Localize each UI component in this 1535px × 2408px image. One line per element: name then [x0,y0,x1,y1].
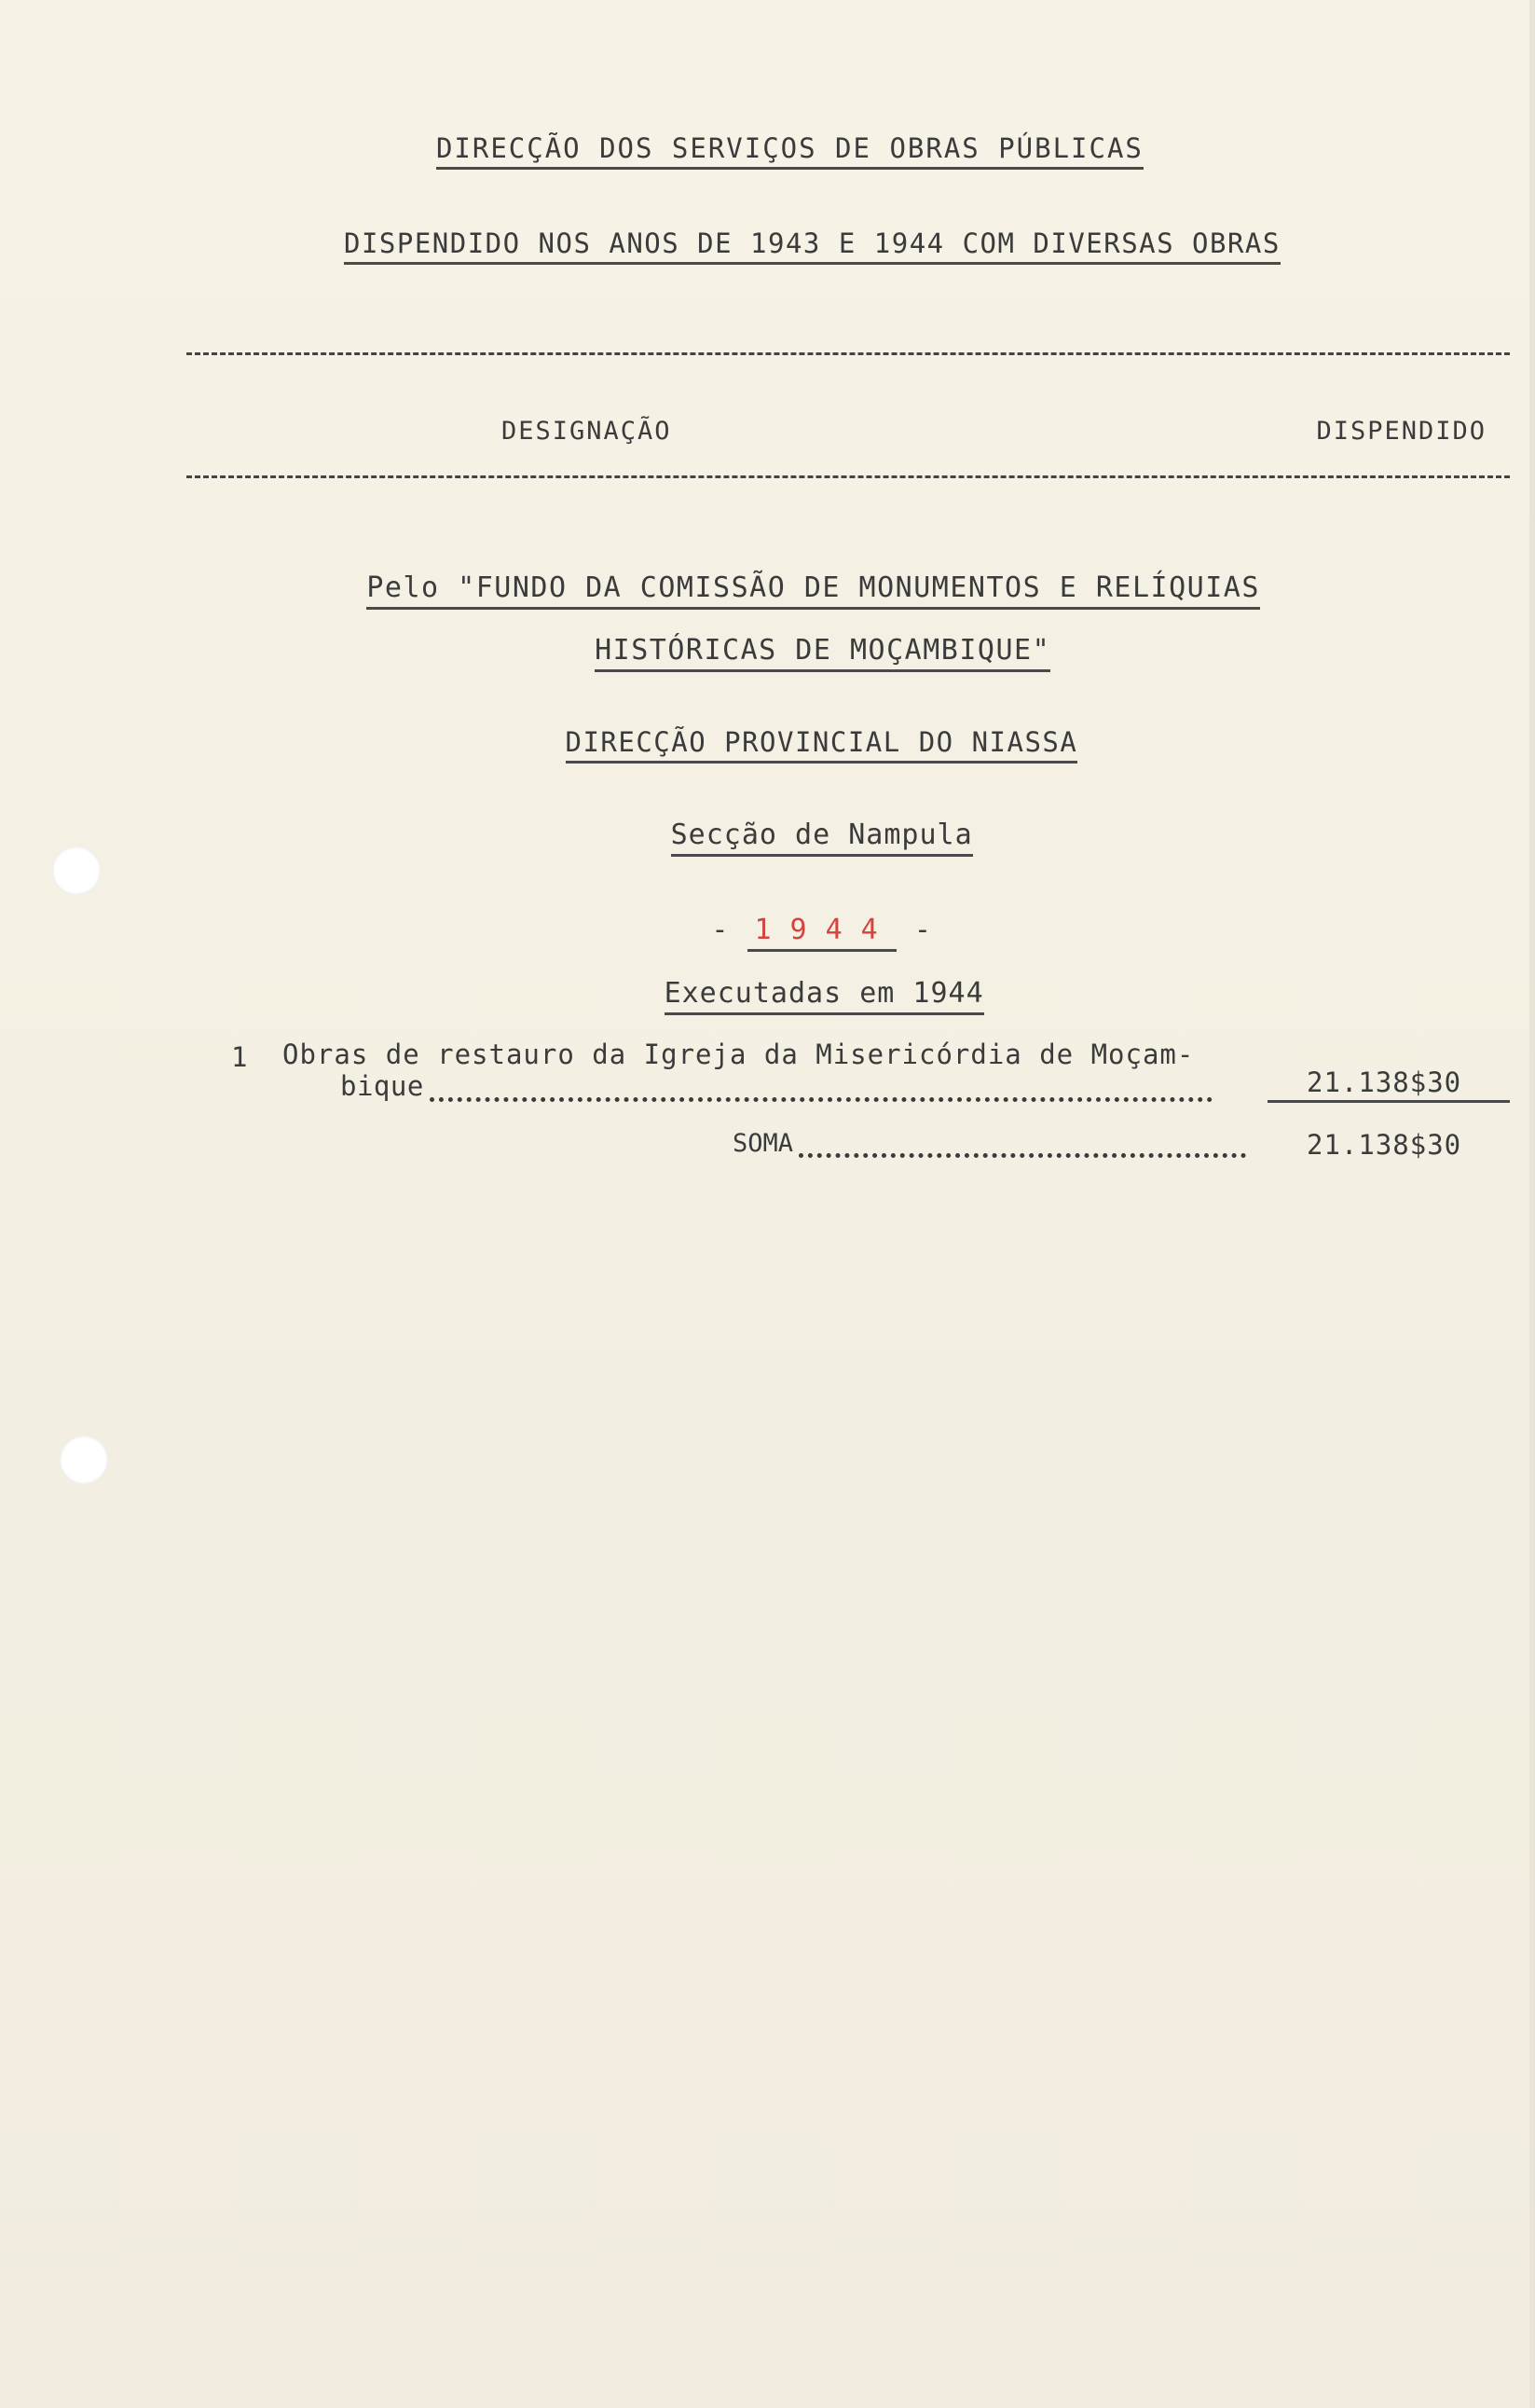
year-digits: 1944 [747,914,897,952]
executed-heading-row [0,944,1535,1048]
leader-dots [799,1153,1246,1158]
leader-dots [430,1097,1213,1102]
column-header-designation: DESIGNAÇÃO [501,417,672,446]
direction-heading: DIRECÇÃO PROVINCIAL DO NIASSA [566,726,1078,764]
item-number: 1 [231,1041,248,1073]
document-title-row [0,101,1535,201]
item-description-line-1: Obras de restauro da Igreja da Misericórdia de Moçam- [282,1039,1195,1070]
item-amount: 21.138$30 [1268,1066,1510,1103]
fund-heading-text-1: Pelo "FUNDO DA COMISSÃO DE MONUMENTOS E RELÍQUIAS [366,571,1260,610]
total-amount: 21.138$30 [1307,1129,1462,1161]
subsection-heading: Secção de Nampula [671,819,973,857]
subsection-heading-row [0,786,1535,889]
item-description-text: bique [340,1070,424,1102]
fund-heading-text-2: HISTÓRICAS DE MOÇAMBIQUE" [595,634,1050,672]
total-label: SOMA [733,1129,794,1158]
executed-heading: Executadas em 1944 [665,977,984,1015]
total-row [733,1129,1246,1158]
document-title: DIRECÇÃO DOS SERVIÇOS DE OBRAS PÚBLICAS [436,132,1144,170]
item-description-line-2 [340,1070,1213,1102]
table-header-bottom-rule [186,475,1510,478]
punch-hole [60,1436,108,1484]
year-heading [711,914,932,946]
fund-heading-line-2 [0,601,1535,705]
table-header-top-rule [186,352,1510,355]
document-subtitle: DISPENDIDO NOS ANOS DE 1943 E 1944 COM DIVERSAS OBRAS [344,227,1281,265]
column-header-spent: DISPENDIDO [1316,417,1487,446]
document-subtitle-row [0,196,1535,296]
year-dash-right: - [913,914,932,946]
direction-heading-row [0,695,1535,795]
year-dash-left: - [711,914,730,946]
